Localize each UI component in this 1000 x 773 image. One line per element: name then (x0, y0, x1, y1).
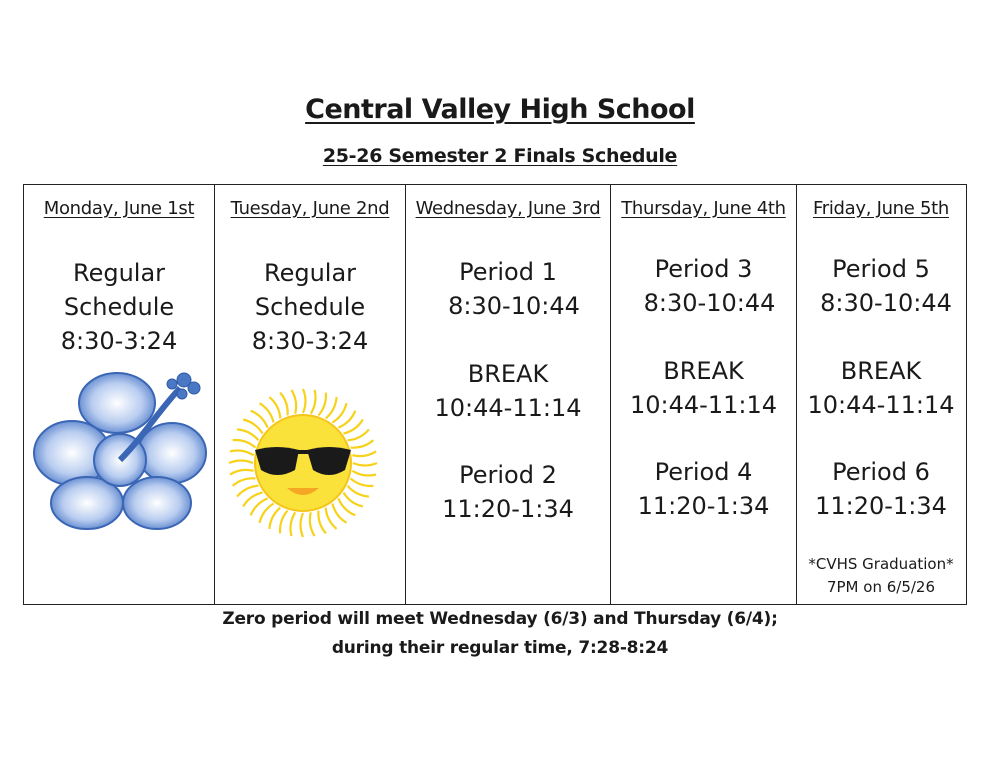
zero-period-note-line-1: Zero period will meet Wednesday (6/3) and Thursday (6/4); (222, 609, 778, 629)
sun-ray (280, 511, 288, 534)
period-3-time: 8:30-10:44 (643, 289, 776, 317)
sun-ray (311, 390, 316, 414)
sun-ray (318, 511, 326, 534)
hibiscus-flower-icon (32, 368, 212, 533)
graduation-note-line-2: 7PM on 6/5/26 (826, 578, 936, 596)
period-6-label: Period 6 (832, 458, 930, 486)
period-3-label: Period 3 (654, 255, 753, 283)
sun-ray (351, 440, 374, 448)
period-1-label: Period 1 (459, 258, 557, 286)
sun-ray (237, 429, 258, 440)
sun-ray (290, 512, 295, 536)
period-5-time: 8:30-10:44 (820, 289, 952, 317)
sun-ray (326, 397, 337, 418)
friday-break-label: BREAK (840, 357, 922, 385)
thursday-break-time: 10:44-11:14 (630, 391, 777, 419)
graduation-note-line-1: *CVHS Graduation* (808, 555, 954, 573)
finals-schedule-table (23, 184, 967, 605)
monday-header: Monday, June 1st (43, 198, 195, 219)
tuesday-column (215, 185, 406, 604)
sun-ray (233, 440, 256, 448)
wednesday-column (406, 185, 611, 604)
sun-ray (269, 508, 280, 529)
sun-ray (301, 513, 304, 537)
school-title: Central Valley High School (305, 94, 695, 125)
friday-break-time: 10:44-11:14 (807, 391, 955, 419)
period-4-time: 11:20-1:34 (637, 492, 770, 520)
period-1-time: 8:30-10:44 (448, 292, 580, 320)
monday-column (24, 185, 215, 604)
tuesday-line-1: Regular (263, 259, 357, 287)
sun-ray (230, 470, 254, 475)
thursday-break-label: BREAK (663, 357, 744, 385)
sun-ray (280, 393, 288, 416)
friday-column (797, 185, 965, 604)
sun-ray (352, 451, 376, 456)
tuesday-line-3: 8:30-3:24 (251, 327, 369, 355)
wednesday-break-time: 10:44-11:14 (434, 394, 582, 422)
zero-period-note-line-2: during their regular time, 7:28-8:24 (331, 638, 669, 658)
sun-ray (233, 478, 256, 486)
sun-with-sunglasses-icon (217, 388, 389, 538)
wednesday-header: Wednesday, June 3rd (415, 198, 601, 219)
sun-ray (352, 471, 376, 476)
sun-ray (353, 463, 377, 466)
monday-line-1: Regular (72, 259, 166, 287)
monday-line-3: 8:30-3:24 (60, 327, 178, 355)
tuesday-line-2: Schedule (254, 293, 366, 321)
period-2-label: Period 2 (459, 461, 557, 489)
sun-ray (303, 389, 306, 413)
sun-ray (351, 478, 374, 486)
period-2-time: 11:20-1:34 (442, 495, 574, 523)
period-6-time: 11:20-1:34 (815, 492, 947, 520)
monday-line-2: Schedule (63, 293, 175, 321)
thursday-header: Thursday, June 4th (621, 198, 786, 219)
sun-ray (230, 450, 254, 455)
sun-ray (348, 486, 369, 497)
schedule-subtitle: 25-26 Semester 2 Finals Schedule (322, 145, 678, 167)
sun-ray (291, 390, 296, 414)
friday-header: Friday, June 5th (812, 198, 950, 219)
wednesday-break-label: BREAK (467, 360, 549, 388)
tuesday-header: Tuesday, June 2nd (230, 198, 390, 219)
sun-ray (229, 461, 253, 464)
sun-ray (310, 512, 315, 536)
sun-ray (318, 393, 326, 416)
period-4-label: Period 4 (654, 458, 753, 486)
period-5-label: Period 5 (832, 255, 930, 283)
thursday-column (611, 185, 797, 604)
